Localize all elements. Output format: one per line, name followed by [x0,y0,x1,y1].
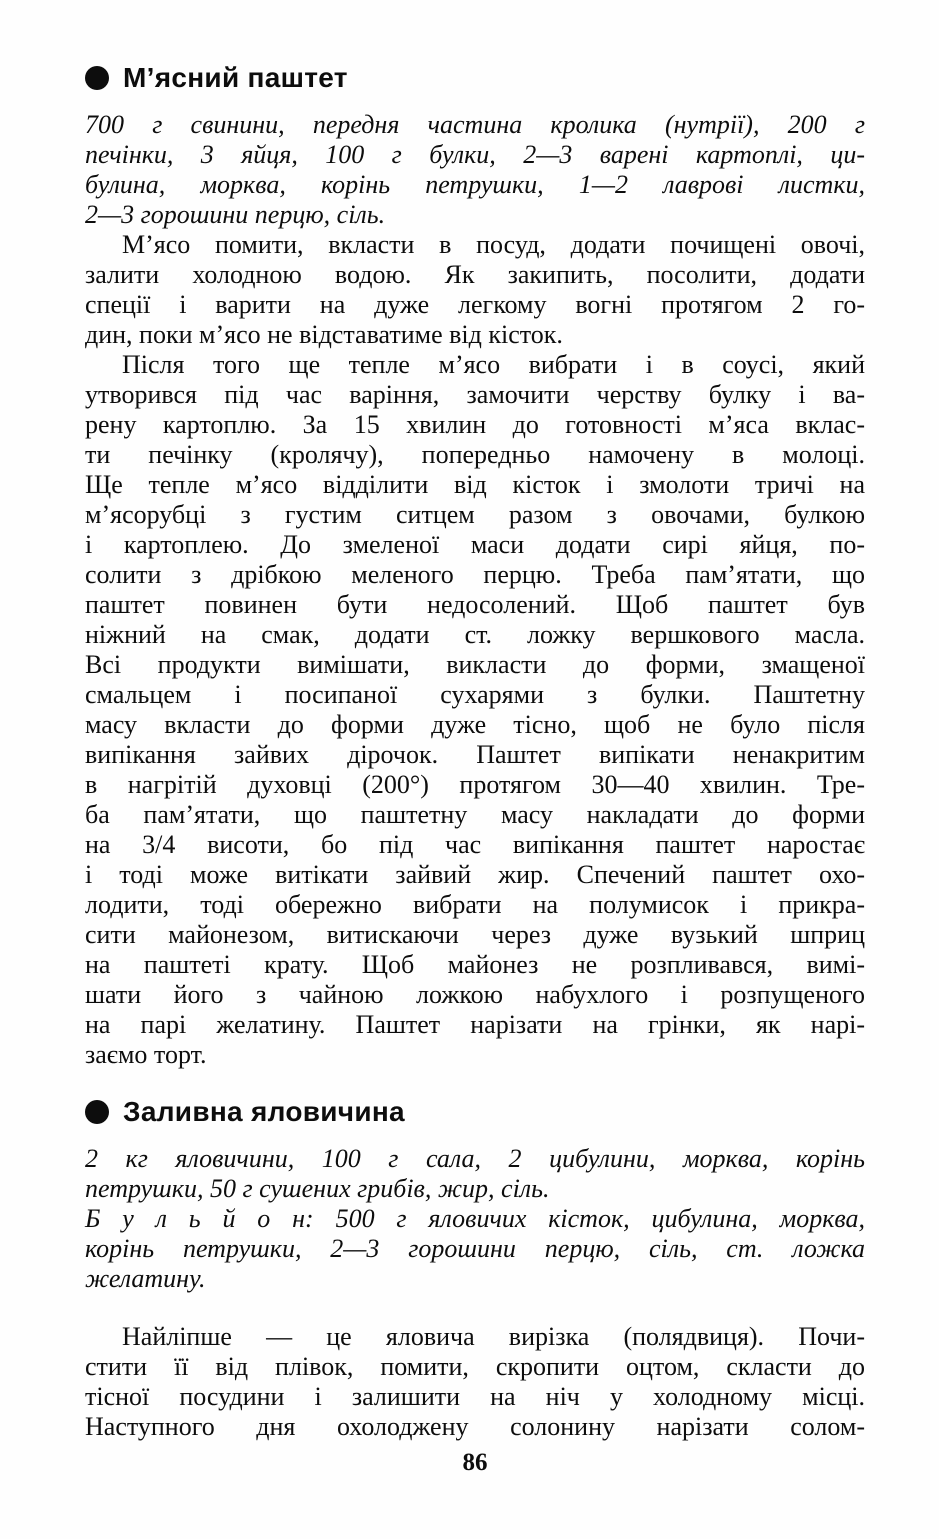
text-line: випікання зайвих дірочок. Паштет випікати ненакритим [85,740,865,769]
text-line: Всі продукти вимішати, викласти до форми, змащеної [85,650,865,679]
recipe-heading [85,1096,865,1128]
page-number: 86 [462,1449,488,1476]
body-paragraph [85,1322,865,1442]
text-line: стити її від плівок, помити, скропити оцтом, скласти до [85,1352,865,1381]
text-line: Після того ще тепле м’ясо вибрати і в соусі, який [122,350,865,379]
text-line: і тоді може витікати зайвий жир. Спечений паштет охо- [85,860,865,889]
text-line: петрушки, 50 г сушених грибів, жир, сіль. [85,1174,550,1203]
text-line: на парі желатину. Паштет нарізати на грінки, як нарі- [85,1010,865,1039]
text-line: Б у л ь й о н: 500 г яловичих кісток, цибулина, морква, [85,1204,865,1233]
text-line: масу вкласти до форми дуже тісно, щоб не було після [85,710,865,739]
text-line: м’ясорубці з густим ситцем разом з овочами, булкою [85,500,865,529]
body-paragraph [85,230,865,350]
recipe-title: М’ясний паштет [123,62,348,93]
body-paragraph [85,350,865,1070]
text-line: утворився під час варіння, замочити черству булку і ва- [85,380,865,409]
text-line: Наступного дня охолоджену солонину нарізати солом- [85,1412,865,1441]
recipe-heading [85,62,865,94]
text-line: корінь петрушки, 2—3 горошини перцю, сіль, ст. ложка [85,1234,865,1263]
text-line: желатину. [85,1264,206,1293]
text-line: Ще тепле м’ясо відділити від кісток і змолоти тричі на [85,470,865,499]
text-line: паштет повинен бути недосолений. Щоб паштет був [85,590,865,619]
text-line: печінки, 3 яйця, 100 г булки, 2—3 варені картоплі, ци- [85,140,865,169]
text-line: на 3/4 висоти, бо під час випікання паштет наростає [85,830,865,859]
bullet-icon [85,1100,109,1124]
page-content [85,62,865,1442]
text-line: заємо торт. [85,1040,207,1069]
recipe-title: Заливна яловичина [123,1096,405,1127]
text-line: булина, морква, корінь петрушки, 1—2 лаврові листки, [85,170,865,199]
text-line: і картоплею. До змеленої маси додати сирі яйця, по- [85,530,865,559]
text-line: солити з дрібкою меленого перцю. Треба пам’ятати, що [85,560,865,589]
text-line: залити холодною водою. Як закипить, посолити, додати [85,260,865,289]
text-line: смальцем і посипаної сухарями з булки. Паштетну [85,680,865,709]
text-line: рену картоплю. За 15 хвилин до готовності м’яса вклас- [85,410,865,439]
text-line: М’ясо помити, вкласти в посуд, додати почищені овочі, [122,230,865,259]
text-line: ба пам’ятати, що паштетну масу накладати до форми [85,800,865,829]
text-line: ніжний на смак, додати ст. ложку вершкового масла. [85,620,865,649]
text-line: дин, поки м’ясо не відставатиме від кісток. [85,320,563,349]
text-line: в нагрітій духовці (200°) протягом 30—40 хвилин. Тре- [85,770,865,799]
text-line: 2—3 горошини перцю, сіль. [85,200,386,229]
text-line: 700 г свинини, передня частина кролика (нутрії), 200 г [85,110,865,139]
text-line: шати його з чайною ложкою набухлого і розпущеного [85,980,865,1009]
text-line: тісної посудини і залишити на ніч у холодному місці. [85,1382,865,1411]
text-line: 2 кг яловичини, 100 г сала, 2 цибулини, морква, корінь [85,1144,865,1173]
ingredients-block [85,110,865,230]
bullet-icon [85,66,109,90]
text-line: ти печінку (кролячу), попередньо намочену в молоці. [85,440,865,469]
text-line: Найліпше — це яловича вирізка (полядвиця). Почи- [122,1322,865,1351]
text-line: сити майонезом, витискаючи через дуже вузький шприц [85,920,865,949]
text-line: на паштеті крату. Щоб майонез не розпливався, вимі- [85,950,865,979]
ingredients-block [85,1144,865,1294]
text-line: спеції і варити на дуже легкому вогні протягом 2 го- [85,290,865,319]
text-line: лодити, тоді обережно вибрати на полумисок і прикра- [85,890,865,919]
